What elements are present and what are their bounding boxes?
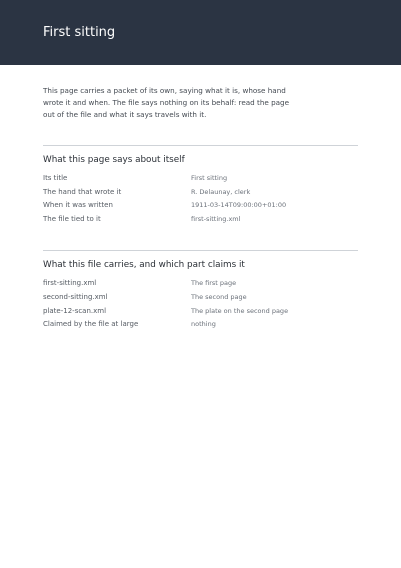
metadata-row-author <box>43 188 358 202</box>
row-value: first-sitting.xml <box>191 214 241 223</box>
file-section-title: What this file carries, and which part claims it <box>43 260 245 271</box>
row-value: R. Delaunay, clerk <box>191 187 251 196</box>
row-label: Its title <box>43 174 68 182</box>
page-header <box>0 0 401 65</box>
file-row <box>43 307 358 321</box>
row-label: The file tied to it <box>43 214 101 223</box>
file-section <box>43 250 358 333</box>
row-value: nothing <box>191 320 216 329</box>
section-divider <box>43 145 358 146</box>
file-row <box>43 279 358 293</box>
file-row <box>43 293 358 307</box>
section-divider <box>43 250 358 251</box>
file-section-rows <box>43 279 358 333</box>
row-label: When it was written <box>43 201 113 210</box>
metadata-row-title <box>43 174 358 188</box>
row-value: The first page <box>191 279 237 288</box>
main-content <box>0 65 401 334</box>
intro-paragraph: This page carries a packet of its own, saying what it is, whose hand wrote it and when. The file says nothing on its behalf: read the page out of the file and what it says travels with it. <box>43 86 290 119</box>
page-title: First sitting <box>43 25 116 40</box>
self-section-rows <box>43 174 358 228</box>
row-label: The hand that wrote it <box>43 187 122 196</box>
self-section-title: What this page says about itself <box>43 155 185 165</box>
row-value: First sitting <box>191 174 228 182</box>
metadata-row-file <box>43 215 358 229</box>
metadata-row-date <box>43 201 358 215</box>
row-value: 1911-03-14T09:00:00+01:00 <box>191 201 287 210</box>
row-value: The plate on the second page <box>191 306 289 315</box>
self-section <box>43 145 358 228</box>
row-value: The second page <box>191 292 247 301</box>
row-label: Claimed by the file at large <box>43 320 139 329</box>
row-label: plate-12-scan.xml <box>43 306 107 315</box>
row-label: second-sitting.xml <box>43 292 108 301</box>
file-row <box>43 320 358 334</box>
row-label: first-sitting.xml <box>43 279 97 288</box>
